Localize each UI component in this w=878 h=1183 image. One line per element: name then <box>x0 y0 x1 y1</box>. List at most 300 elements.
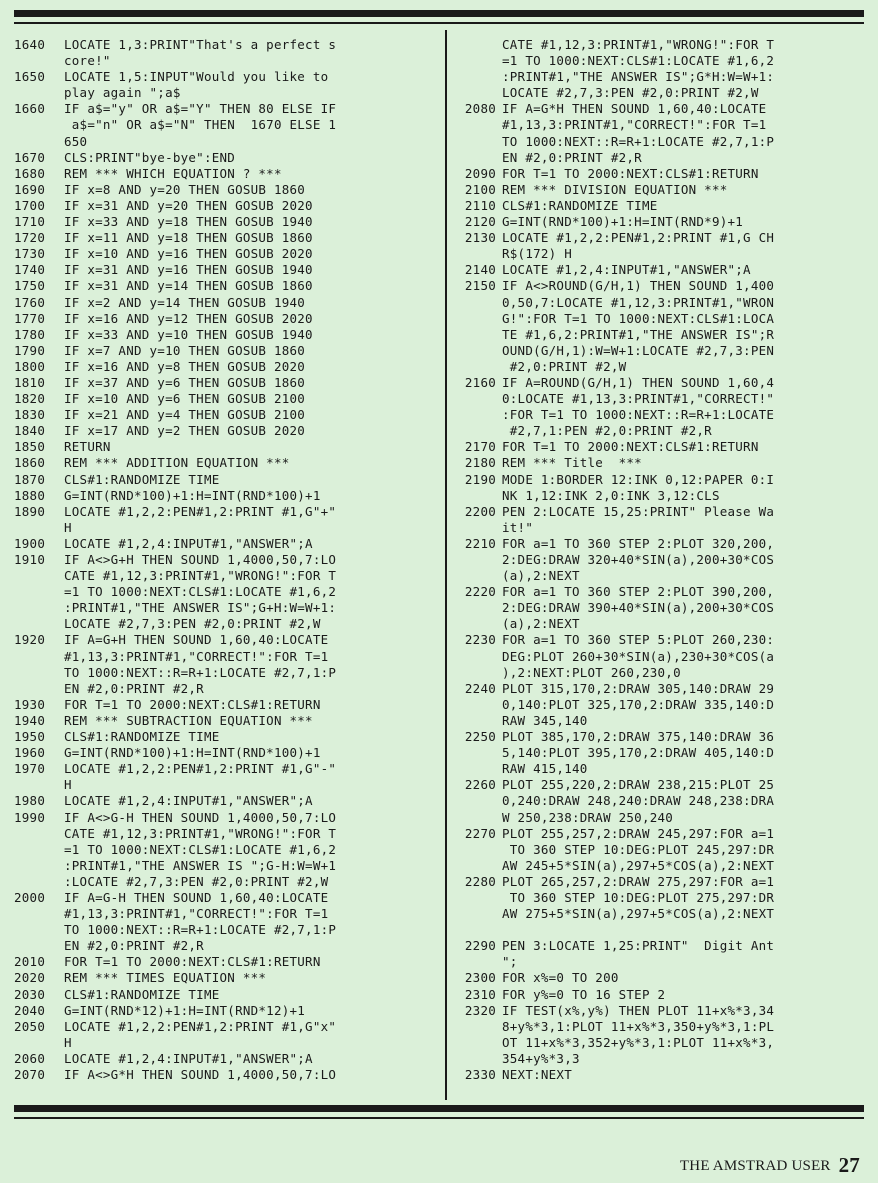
code-line <box>452 198 864 214</box>
code-text: G!":FOR T=1 TO 1000:NEXT:CLS#1:LOCA <box>502 310 775 326</box>
code-line <box>14 906 442 922</box>
line-number: 2040 <box>14 1002 46 1018</box>
code-line <box>14 729 442 745</box>
line-number: 2140 <box>464 262 496 278</box>
line-number: 1780 <box>14 326 46 342</box>
code-text: NK 1,12:INK 2,0:INK 3,12:CLS <box>502 487 720 503</box>
code-line <box>14 713 442 729</box>
code-text: 2:DEG:DRAW 320+40*SIN(a),200+30*COS <box>502 552 775 567</box>
code-text: (a),2:NEXT <box>502 568 580 584</box>
code-line <box>14 1051 442 1067</box>
line-number: 2130 <box>464 230 496 246</box>
code-text: FOR x%=0 TO 200 <box>502 970 619 986</box>
code-text: 0,50,7:LOCATE #1,12,3:PRINT#1,"WRON <box>502 294 775 310</box>
code-text: PEN 3:LOCATE 1,25:PRINT" Digit Ant <box>502 938 775 954</box>
code-line <box>452 439 864 455</box>
line-number: 1840 <box>14 423 46 439</box>
line-number: 1710 <box>14 214 46 230</box>
code-line <box>452 632 864 648</box>
code-line <box>14 423 442 439</box>
listing-left-column <box>14 37 442 1083</box>
code-line <box>452 842 864 858</box>
code-line <box>14 568 442 584</box>
line-number: 1760 <box>14 294 46 310</box>
code-line <box>14 793 442 809</box>
code-line <box>452 85 864 101</box>
line-number: 2270 <box>464 825 496 841</box>
code-text: EN #2,0:PRINT #2,R <box>502 149 642 165</box>
line-number: 2290 <box>464 938 496 954</box>
code-text: EN #2,0:PRINT #2,R <box>64 938 204 954</box>
code-text: TE #1,6,2:PRINT#1,"THE ANSWER IS";R <box>502 326 775 342</box>
line-number: 2150 <box>464 278 496 294</box>
code-text: OT 11+x%*3,352+y%*3,1:PLOT 11+x%*3, <box>502 1034 775 1050</box>
code-text: FOR T=1 TO 2000:NEXT:CLS#1:RETURN <box>502 439 759 455</box>
code-text: REM *** Title *** <box>502 455 642 471</box>
code-line <box>14 327 442 343</box>
code-line <box>14 85 442 101</box>
code-line <box>452 1019 864 1035</box>
line-number: 2240 <box>464 680 496 696</box>
code-text: TO 1000:NEXT::R=R+1:LOCATE #2,7,1:P <box>64 664 337 680</box>
code-line <box>452 954 864 970</box>
code-text: 650 <box>64 133 88 149</box>
code-text: LOCATE 1,5:INPUT"Would you like to <box>64 69 329 85</box>
code-line <box>14 922 442 938</box>
code-line <box>14 1067 442 1083</box>
code-line <box>14 117 442 133</box>
code-text: LOCATE #1,2,4:INPUT#1,"ANSWER";A <box>64 793 313 809</box>
line-number: 1920 <box>14 632 46 648</box>
line-number: 1750 <box>14 278 46 294</box>
code-line <box>14 1035 442 1051</box>
code-text: IF x=31 AND y=14 THEN GOSUB 1860 <box>64 278 313 294</box>
code-text: R$(172) H <box>502 246 572 262</box>
code-text: PEN 2:LOCATE 15,25:PRINT" Please Wa <box>502 503 775 519</box>
code-line <box>14 101 442 117</box>
code-text: IF A<>G+H THEN SOUND 1,4000,50,7:LO <box>64 552 337 567</box>
code-text: LOCATE #1,2,4:INPUT#1,"ANSWER";A <box>502 262 751 278</box>
line-number: 2110 <box>464 197 496 213</box>
code-text: PLOT 255,220,2:DRAW 238,215:PLOT 25 <box>502 777 775 793</box>
code-line <box>452 166 864 182</box>
code-line <box>14 198 442 214</box>
line-number: 1730 <box>14 246 46 262</box>
code-text: H <box>64 1034 72 1050</box>
line-number: 1640 <box>14 37 46 52</box>
code-text: =1 TO 1000:NEXT:CLS#1:LOCATE #1,6,2 <box>64 584 337 600</box>
code-line <box>452 488 864 504</box>
code-line <box>452 1035 864 1051</box>
line-number: 1980 <box>14 793 46 809</box>
code-text: IF A<>G*H THEN SOUND 1,4000,50,7:LO <box>64 1067 337 1082</box>
code-line <box>14 134 442 150</box>
code-text: #2,7,1:PEN #2,0:PRINT #2,R <box>502 423 712 439</box>
code-line <box>14 391 442 407</box>
code-text: AW 245+5*SIN(a),297+5*COS(a),2:NEXT <box>502 857 775 873</box>
code-line <box>14 890 442 906</box>
code-text: CLS#1:RANDOMIZE TIME <box>64 986 220 1002</box>
code-line <box>452 150 864 166</box>
code-line <box>14 278 442 294</box>
code-line <box>14 1003 442 1019</box>
code-text: #1,13,3:PRINT#1,"CORRECT!":FOR T=1 <box>64 648 329 664</box>
line-number: 1870 <box>14 471 46 487</box>
code-text: FOR y%=0 TO 16 STEP 2 <box>502 986 666 1002</box>
line-number: 2260 <box>464 777 496 793</box>
code-line <box>14 246 442 262</box>
line-number: 2220 <box>464 584 496 600</box>
code-text: a$="n" OR a$="N" THEN 1670 ELSE 1 <box>64 117 337 133</box>
code-text: G=INT(RND*100)+1:H=INT(RND*100)+1 <box>64 487 321 503</box>
code-text: CLS#1:RANDOMIZE TIME <box>502 197 658 213</box>
code-line <box>452 568 864 584</box>
code-text: IF A<>ROUND(G/H,1) THEN SOUND 1,400 <box>502 278 775 294</box>
code-line <box>14 375 442 391</box>
line-number: 2280 <box>464 873 496 889</box>
code-text: IF x=31 AND y=16 THEN GOSUB 1940 <box>64 262 313 278</box>
line-number: 2170 <box>464 439 496 455</box>
code-text: H <box>64 519 72 535</box>
code-text: IF TEST(x%,y%) THEN PLOT 11+x%*3,34 <box>502 1002 775 1018</box>
top-rule-thin <box>14 22 864 24</box>
code-line <box>14 600 442 616</box>
line-number: 1770 <box>14 310 46 326</box>
line-number: 1670 <box>14 149 46 165</box>
code-text: FOR a=1 TO 360 STEP 5:PLOT 260,230: <box>502 632 775 648</box>
code-line <box>14 214 442 230</box>
code-line <box>14 1019 442 1035</box>
line-number: 2180 <box>464 455 496 471</box>
line-number: 1930 <box>14 696 46 712</box>
code-line <box>452 890 864 906</box>
code-text: PLOT 255,257,2:DRAW 245,297:FOR a=1 <box>502 825 775 841</box>
code-text: H <box>64 777 72 793</box>
line-number: 1850 <box>14 439 46 455</box>
code-text: IF x=16 AND y=8 THEN GOSUB 2020 <box>64 358 306 374</box>
line-number: 1800 <box>14 358 46 374</box>
code-line <box>452 552 864 568</box>
code-line <box>14 166 442 182</box>
code-line <box>14 584 442 600</box>
code-text: LOCATE #1,2,4:INPUT#1,"ANSWER";A <box>64 535 313 551</box>
code-text: IF x=33 AND y=18 THEN GOSUB 1940 <box>64 214 313 230</box>
code-text: IF x=37 AND y=6 THEN GOSUB 1860 <box>64 374 306 390</box>
code-line <box>14 552 442 568</box>
page-footer <box>680 1153 860 1178</box>
code-line <box>452 681 864 697</box>
code-text: LOCATE #1,2,4:INPUT#1,"ANSWER";A <box>64 1050 313 1066</box>
code-line <box>452 134 864 150</box>
listing-right-column <box>452 37 864 1083</box>
code-line <box>452 858 864 874</box>
code-text: NEXT:NEXT <box>502 1067 572 1082</box>
code-line <box>452 987 864 1003</box>
code-text: LOCATE #1,2,2:PEN#1,2:PRINT #1,G CH <box>502 230 775 246</box>
code-text: IF x=16 AND y=12 THEN GOSUB 2020 <box>64 310 313 326</box>
code-line <box>14 616 442 632</box>
code-text: core!" <box>64 53 111 69</box>
code-line <box>14 295 442 311</box>
line-number: 2050 <box>14 1018 46 1034</box>
code-text: IF A=G+H THEN SOUND 1,60,40:LOCATE <box>64 632 329 648</box>
code-text: REM *** ADDITION EQUATION *** <box>64 455 290 471</box>
code-text: IF A=ROUND(G/H,1) THEN SOUND 1,60,4 <box>502 374 775 390</box>
code-text: IF x=11 AND y=18 THEN GOSUB 1860 <box>64 230 313 246</box>
code-text: REM *** TIMES EQUATION *** <box>64 970 267 986</box>
code-text: 5,140:PLOT 395,170,2:DRAW 405,140:D <box>502 745 775 761</box>
code-text: 0:LOCATE #1,13,3:PRINT#1,"CORRECT!" <box>502 391 775 407</box>
line-number: 1970 <box>14 761 46 777</box>
page-number: 27 <box>838 1153 860 1177</box>
code-text: LOCATE #1,2,2:PEN#1,2:PRINT #1,G"-" <box>64 761 337 777</box>
code-text: IF x=33 AND y=10 THEN GOSUB 1940 <box>64 326 313 342</box>
code-text: #1,13,3:PRINT#1,"CORRECT!":FOR T=1 <box>64 906 329 922</box>
line-number: 2200 <box>464 503 496 519</box>
line-number: 1950 <box>14 729 46 745</box>
line-number: 1960 <box>14 745 46 761</box>
code-line <box>14 761 442 777</box>
code-line <box>14 858 442 874</box>
code-line <box>452 246 864 262</box>
code-line <box>14 970 442 986</box>
code-line <box>452 810 864 826</box>
line-number: 1860 <box>14 455 46 471</box>
code-text: :PRINT#1,"THE ANSWER IS ";G-H:W=W+1 <box>64 857 337 873</box>
code-line <box>14 697 442 713</box>
code-line <box>452 536 864 552</box>
code-text: IF A<>G-H THEN SOUND 1,4000,50,7:LO <box>64 809 337 825</box>
code-text: play again ";a$ <box>64 85 181 101</box>
line-number: 2190 <box>464 471 496 487</box>
code-text: IF x=21 AND y=4 THEN GOSUB 2100 <box>64 407 306 423</box>
line-number: 1910 <box>14 552 46 567</box>
line-number: 2060 <box>14 1050 46 1066</box>
code-line <box>452 777 864 793</box>
code-text: LOCATE #2,7,3:PEN #2,0:PRINT #2,W <box>64 616 321 632</box>
code-line <box>452 262 864 278</box>
code-text: DEG:PLOT 260+30*SIN(a),230+30*COS(a <box>502 648 775 664</box>
code-line <box>452 761 864 777</box>
code-line <box>14 987 442 1003</box>
code-line <box>452 295 864 311</box>
code-line <box>452 584 864 600</box>
code-line <box>452 455 864 471</box>
line-number: 1650 <box>14 69 46 85</box>
code-text: CLS:PRINT"bye-bye":END <box>64 149 236 165</box>
code-line <box>14 69 442 85</box>
code-text: "; <box>502 954 518 970</box>
line-number: 1900 <box>14 535 46 551</box>
code-text: G=INT(RND*100)+1:H=INT(RND*9)+1 <box>502 214 744 230</box>
code-line <box>14 488 442 504</box>
code-line <box>14 150 442 166</box>
code-line <box>14 665 442 681</box>
code-text: :LOCATE #2,7,3:PEN #2,0:PRINT #2,W <box>64 873 329 889</box>
line-number: 2070 <box>14 1067 46 1082</box>
line-number: 2010 <box>14 954 46 970</box>
code-text: CLS#1:RANDOMIZE TIME <box>64 471 220 487</box>
line-number: 2030 <box>14 986 46 1002</box>
code-text: IF x=31 AND y=20 THEN GOSUB 2020 <box>64 197 313 213</box>
line-number: 2160 <box>464 374 496 390</box>
code-line <box>14 37 442 53</box>
code-text: LOCATE #2,7,3:PEN #2,0:PRINT #2,W <box>502 85 759 101</box>
code-text: TO 1000:NEXT::R=R+1:LOCATE #2,7,1:P <box>64 922 337 938</box>
line-number: 1700 <box>14 197 46 213</box>
code-text: FOR T=1 TO 2000:NEXT:CLS#1:RETURN <box>64 696 321 712</box>
line-number: 2090 <box>464 165 496 181</box>
code-text: :PRINT#1,"THE ANSWER IS";G+H:W=W+1: <box>64 600 337 616</box>
code-text: TO 360 STEP 10:DEG:PLOT 275,297:DR <box>502 889 775 905</box>
code-text: IF x=7 AND y=10 THEN GOSUB 1860 <box>64 342 306 358</box>
code-line <box>452 520 864 536</box>
line-number: 2120 <box>464 214 496 230</box>
line-number: 1830 <box>14 407 46 423</box>
code-text: 354+y%*3,3 <box>502 1050 580 1066</box>
code-text: =1 TO 1000:NEXT:CLS#1:LOCATE #1,6,2 <box>64 841 337 857</box>
code-text: FOR T=1 TO 2000:NEXT:CLS#1:RETURN <box>502 165 759 181</box>
line-number: 2210 <box>464 535 496 551</box>
code-text: (a),2:NEXT <box>502 616 580 632</box>
code-text: FOR a=1 TO 360 STEP 2:PLOT 390,200, <box>502 584 775 600</box>
line-number: 1890 <box>14 503 46 519</box>
code-line <box>452 230 864 246</box>
code-line <box>452 697 864 713</box>
code-line <box>14 472 442 488</box>
code-line <box>452 793 864 809</box>
code-text: EN #2,0:PRINT #2,R <box>64 680 204 696</box>
code-line <box>452 327 864 343</box>
line-number: 2230 <box>464 632 496 648</box>
code-text: RAW 345,140 <box>502 712 588 728</box>
code-line <box>452 182 864 198</box>
code-text: CLS#1:RANDOMIZE TIME <box>64 729 220 745</box>
code-line <box>452 970 864 986</box>
code-line <box>14 810 442 826</box>
code-line <box>452 101 864 117</box>
line-number: 1990 <box>14 809 46 825</box>
code-text: LOCATE #1,2,2:PEN#1,2:PRINT #1,G"x" <box>64 1018 337 1034</box>
code-text: REM *** WHICH EQUATION ? *** <box>64 165 282 181</box>
code-line <box>14 230 442 246</box>
code-line <box>14 777 442 793</box>
code-line <box>452 745 864 761</box>
code-text: IF x=17 AND y=2 THEN GOSUB 2020 <box>64 423 306 439</box>
code-line <box>452 874 864 890</box>
code-line <box>14 938 442 954</box>
line-number: 1680 <box>14 165 46 181</box>
publication-name: THE AMSTRAD USER <box>679 1158 831 1174</box>
code-text: FOR T=1 TO 2000:NEXT:CLS#1:RETURN <box>64 954 321 970</box>
line-number: 2330 <box>464 1067 496 1082</box>
code-line <box>14 359 442 375</box>
code-line <box>14 53 442 69</box>
line-number: 1810 <box>14 374 46 390</box>
code-line <box>14 681 442 697</box>
line-number: 1940 <box>14 712 46 728</box>
code-line <box>452 504 864 520</box>
code-line <box>452 69 864 85</box>
code-text: 8+y%*3,1:PLOT 11+x%*3,350+y%*3,1:PL <box>502 1018 775 1034</box>
code-text: OUND(G/H,1):W=W+1:LOCATE #2,7,3:PEN <box>502 342 775 358</box>
line-number: 2080 <box>464 101 496 117</box>
line-number: 2250 <box>464 729 496 745</box>
code-text: #1,13,3:PRINT#1,"CORRECT!":FOR T=1 <box>502 117 767 133</box>
code-text: TO 1000:NEXT::R=R+1:LOCATE #2,7,1:P <box>502 133 775 149</box>
code-line <box>452 906 864 922</box>
bottom-rule <box>14 1105 864 1112</box>
code-text: G=INT(RND*100)+1:H=INT(RND*100)+1 <box>64 745 321 761</box>
line-number: 2020 <box>14 970 46 986</box>
code-text: LOCATE 1,3:PRINT"That's a perfect s <box>64 37 337 52</box>
column-divider <box>445 30 447 1100</box>
code-text: MODE 1:BORDER 12:INK 0,12:PAPER 0:I <box>502 471 775 487</box>
code-text: IF A=G*H THEN SOUND 1,60,40:LOCATE <box>502 101 767 117</box>
code-line <box>452 922 864 938</box>
line-number: 1690 <box>14 181 46 197</box>
line-number: 2100 <box>464 181 496 197</box>
code-line <box>452 1067 864 1083</box>
code-text: RAW 415,140 <box>502 761 588 777</box>
line-number: 1720 <box>14 230 46 246</box>
code-text: IF x=8 AND y=20 THEN GOSUB 1860 <box>64 181 306 197</box>
code-line <box>452 391 864 407</box>
code-line <box>452 600 864 616</box>
code-text: :PRINT#1,"THE ANSWER IS";G*H:W=W+1: <box>502 69 775 85</box>
code-text: AW 275+5*SIN(a),297+5*COS(a),2:NEXT <box>502 906 775 922</box>
code-text: IF x=2 AND y=14 THEN GOSUB 1940 <box>64 294 306 310</box>
code-text: CATE #1,12,3:PRINT#1,"WRONG!":FOR T <box>502 37 775 52</box>
code-line <box>452 359 864 375</box>
code-line <box>14 954 442 970</box>
code-line <box>14 842 442 858</box>
code-line <box>14 745 442 761</box>
code-text: G=INT(RND*12)+1:H=INT(RND*12)+1 <box>64 1002 306 1018</box>
code-line <box>14 632 442 648</box>
line-number: 1660 <box>14 101 46 117</box>
code-text: LOCATE #1,2,2:PEN#1,2:PRINT #1,G"+" <box>64 503 337 519</box>
code-line <box>14 520 442 536</box>
code-line <box>452 729 864 745</box>
code-line <box>14 536 442 552</box>
top-rule <box>14 10 864 17</box>
code-text: PLOT 385,170,2:DRAW 375,140:DRAW 36 <box>502 729 775 745</box>
code-line <box>452 938 864 954</box>
code-text: =1 TO 1000:NEXT:CLS#1:LOCATE #1,6,2 <box>502 53 775 69</box>
code-text: PLOT 265,257,2:DRAW 275,297:FOR a=1 <box>502 873 775 889</box>
code-text: IF x=10 AND y=6 THEN GOSUB 2100 <box>64 391 306 407</box>
code-text: IF x=10 AND y=16 THEN GOSUB 2020 <box>64 246 313 262</box>
code-line <box>452 311 864 327</box>
code-text: 0,140:PLOT 325,170,2:DRAW 335,140:D <box>502 696 775 712</box>
line-number: 1790 <box>14 342 46 358</box>
code-line <box>452 278 864 294</box>
code-text: #2,0:PRINT #2,W <box>502 358 627 374</box>
code-text: 0,240:DRAW 248,240:DRAW 248,238:DRA <box>502 793 775 809</box>
code-text: CATE #1,12,3:PRINT#1,"WRONG!":FOR T <box>64 825 337 841</box>
code-text: IF a$="y" OR a$="Y" THEN 80 ELSE IF <box>64 101 337 117</box>
line-number: 2320 <box>464 1002 496 1018</box>
code-line <box>452 375 864 391</box>
code-text: PLOT 315,170,2:DRAW 305,140:DRAW 29 <box>502 680 775 696</box>
code-line <box>452 53 864 69</box>
code-text: IF A=G-H THEN SOUND 1,60,40:LOCATE <box>64 889 329 905</box>
code-text: ),2:NEXT:PLOT 260,230,0 <box>502 664 681 680</box>
line-number: 2000 <box>14 889 46 905</box>
code-line <box>14 439 442 455</box>
code-text: CATE #1,12,3:PRINT#1,"WRONG!":FOR T <box>64 568 337 584</box>
